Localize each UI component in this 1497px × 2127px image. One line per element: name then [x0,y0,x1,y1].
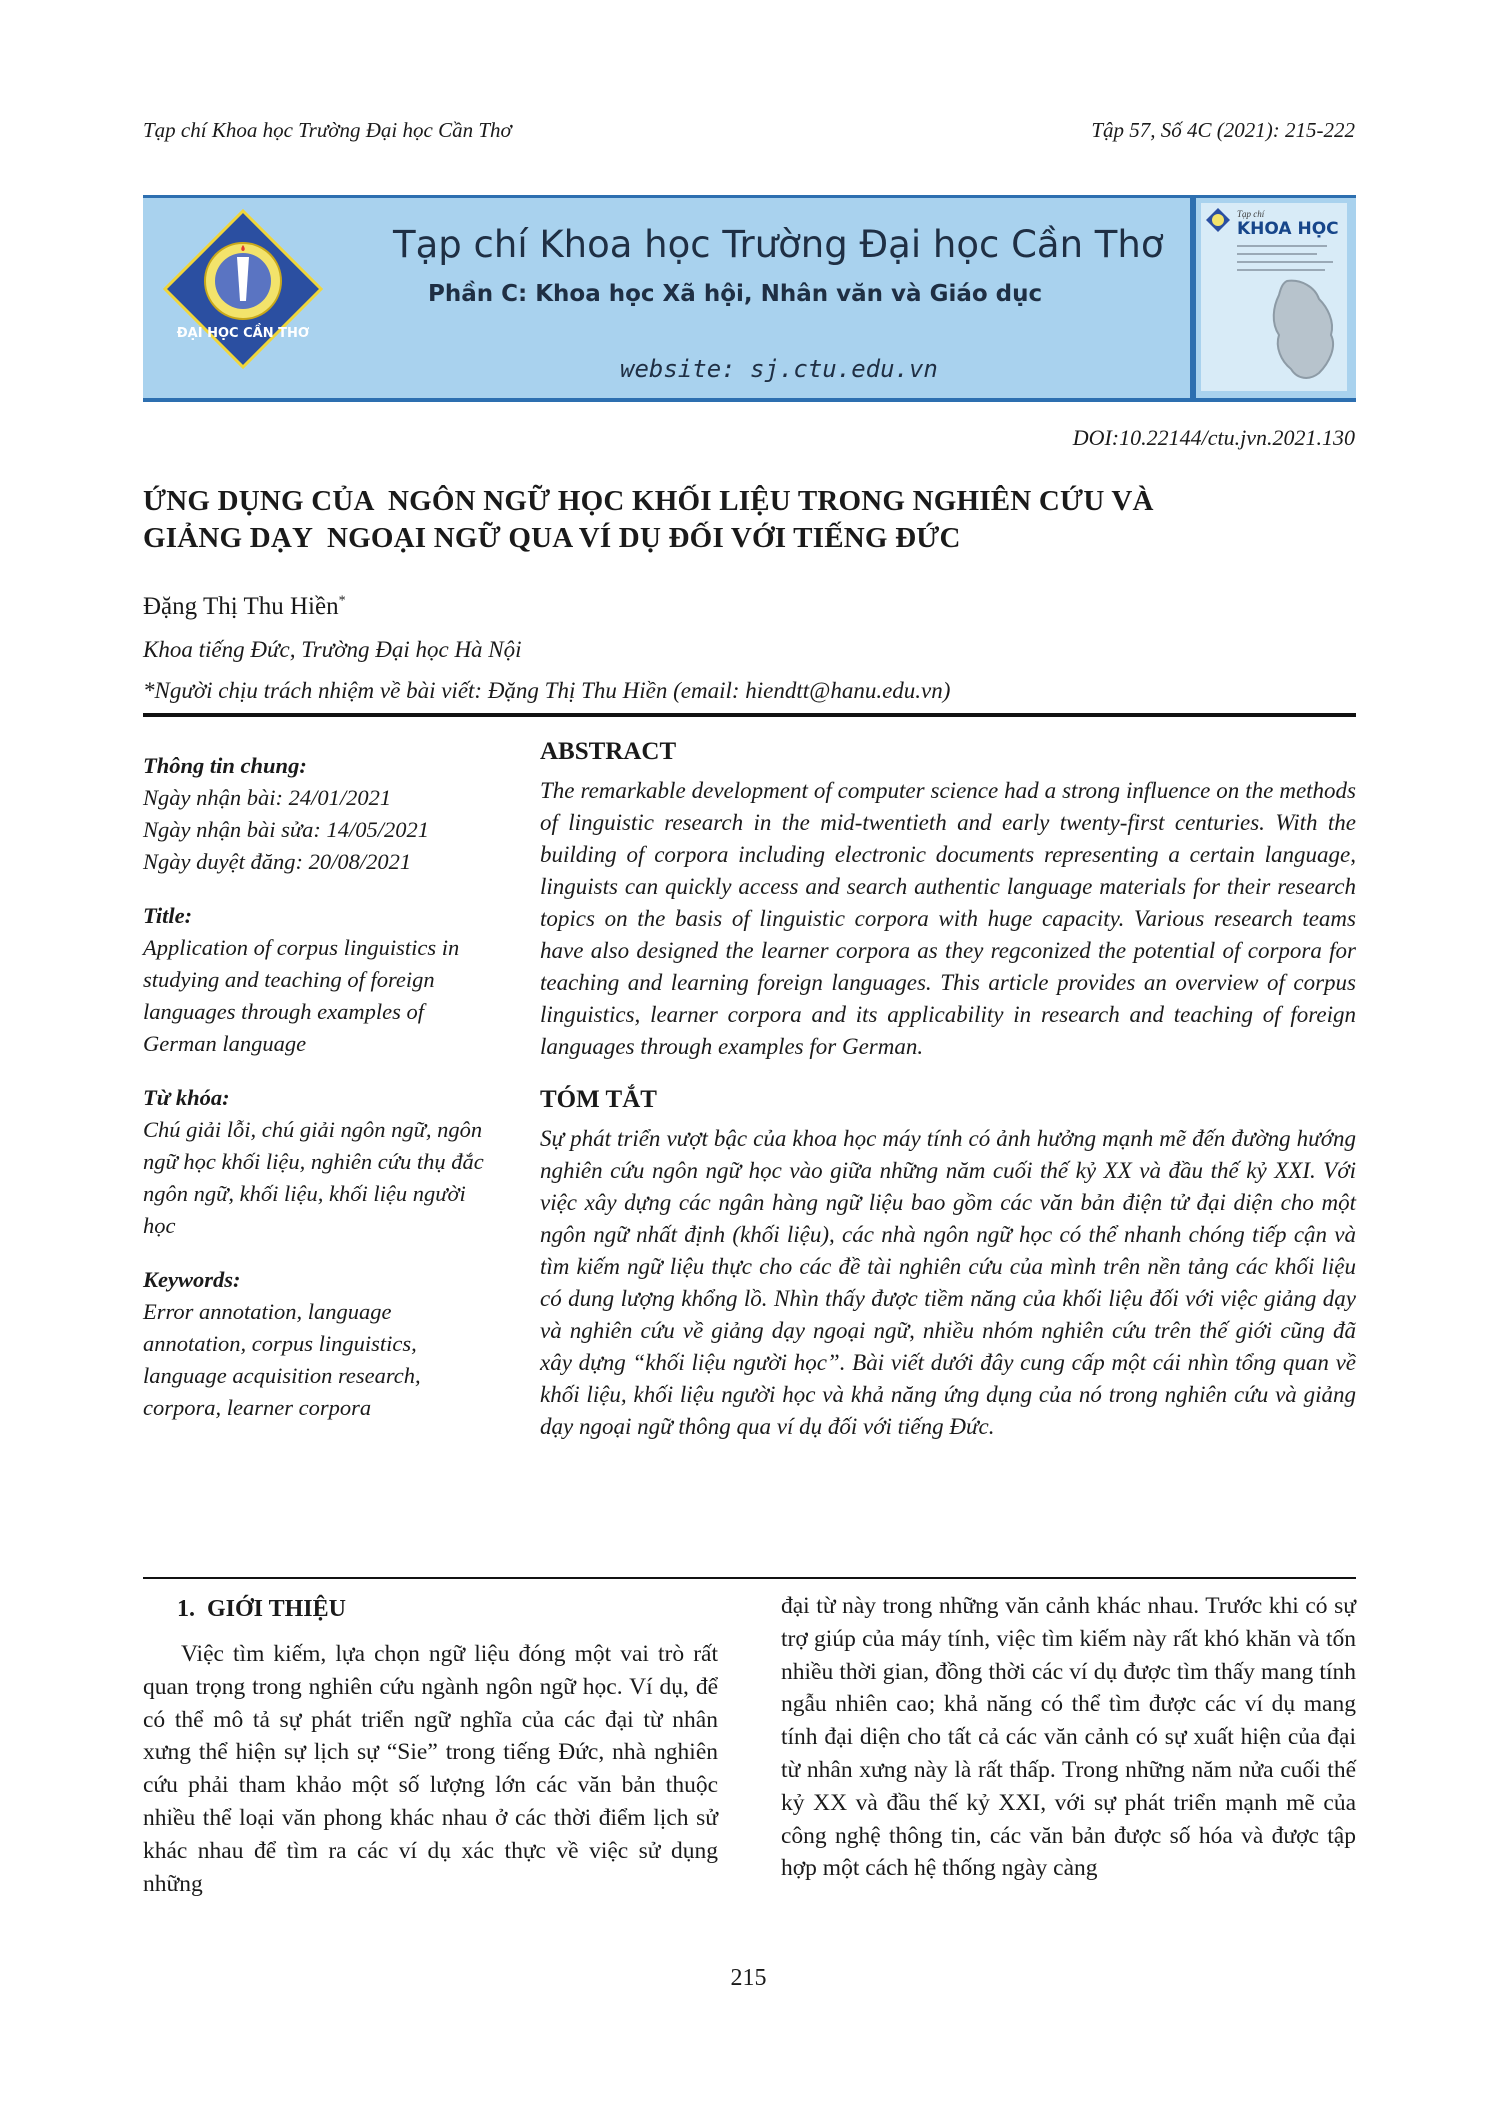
banner-top-line [143,195,1356,198]
accepted-date: Ngày duyệt đăng: 20/08/2021 [143,849,412,874]
tukhoa-head: Từ khóa: [143,1085,230,1110]
body-paragraph-continued: đại từ này trong những văn cảnh khác nhau. Trước khi có sự trợ giúp của máy tính, việc tìm kiếm này rất khó khăn và tốn nhiều thời gian, đồng thời các ví dụ được tìm thấy mang tính ngẫu nhiên cao; khả năng có thể tìm được các ví dụ mang tính đại diện cho tất cả các văn cảnh có sự xuất hiện của đại từ nhân xưng này là rất thấp. Trong những năm nửa cuối thế kỷ XX và đầu thế kỷ XXI, với sự phát triển mạnh mẽ của công nghệ thông tin, các văn bản được số hóa và được tập hợp một cách hệ thống ngày càng [781,1593,1356,1882]
article-title-line-2: GIẢNG DẠY NGOẠI NGỮ QUA VÍ DỤ ĐỐI VỚI TIẾNG ĐỨC [143,522,961,554]
keywords-list: Error annotation, language annotation, corpus linguistics, language acquisition research, corpora, learner corpora [143,1299,421,1420]
keywords-block [143,1264,493,1424]
banner-divider [1190,195,1196,398]
cover-line [1237,269,1325,271]
cover-line [1237,261,1333,263]
banner-subtitle: Phần C: Khoa học Xã hội, Nhân văn và Giáo dục [428,281,1043,307]
running-header-volume: Tập 57, Số 4C (2021): 215-222 [1091,118,1355,142]
doi: DOI:10.22144/ctu.jvn.2021.130 [1072,425,1355,450]
journal-cover-thumbnail [1201,203,1347,391]
cover-line [1237,245,1327,247]
abstract-column [540,733,1356,1443]
tukhoa-block [143,1082,493,1242]
tomtat-text: Sự phát triển vượt bậc của khoa học máy tính có ảnh hưởng mạnh mẽ đến đường hướng nghiên cứu ngôn ngữ học vào giữa những năm cuối thế kỷ XX và đầu thế kỷ XXI. Với việc xây dựng các ngân hàng ngữ liệu bao gồm các văn bản điện tử đại diện cho một ngôn ngữ nhất định (khối liệu), các nhà ngôn ngữ học có thể nhanh chóng tiếp cận và tìm kiếm ngữ liệu thực cho các đề tài nghiên cứu của mình trên nền tảng các khối liệu có dung lượng khổng lồ. Nhìn thấy được tiềm năng của khối liệu đối với việc giảng dạy và nghiên cứu về giảng dạy ngoại ngữ, nhiều nhóm nghiên cứu trên thế giới cũng đã xây dựng “khối liệu người học”. Bài viết dưới đây cung cấp một cái nhìn tổng quan về khối liệu, khối liệu người học và khả năng ứng dụng của nó trong nghiên cứu và giảng dạy ngoại ngữ thông qua ví dụ đối với tiếng Đức. [540,1126,1356,1439]
keywords-head: Keywords: [143,1267,241,1292]
article-info [143,750,493,1446]
cover-emblem-icon [1205,207,1231,233]
university-logo [163,209,323,369]
banner-website: website: sj.ctu.edu.vn [620,355,938,383]
cover-title: KHOA HỌC [1237,219,1339,239]
general-info [143,750,493,878]
cover-small-label: Tạp chí [1237,209,1265,219]
english-title-block [143,900,493,1060]
journal-banner [143,195,1356,402]
cover-line [1237,253,1317,255]
body-rule [143,1577,1356,1579]
english-title-head: Title: [143,903,193,928]
article-title-line-1: ỨNG DỤNG CỦA NGÔN NGỮ HỌC KHỐI LIỆU TRONG NGHIÊN CỨU VÀ [143,485,1154,517]
article-title [143,483,1363,557]
university-logo-icon [163,209,323,369]
corresponding-author: *Người chịu trách nhiệm về bài viết: Đặng Thị Thu Hiền (email: hiendtt@hanu.edu.vn) [143,678,951,703]
cover-map-icon [1257,277,1341,385]
tomtat-head: TÓM TẮT [540,1086,657,1113]
revised-date: Ngày nhận bài sửa: 14/05/2021 [143,817,430,842]
header-rule [143,713,1356,717]
body-paragraph: Việc tìm kiếm, lựa chọn ngữ liệu đóng một vai trò rất quan trọng trong nghiên cứu ngành ngôn ngữ học. Ví dụ, để có thể mô tả sự phát triển ngữ nghĩa của các đại từ nhân xưng thể hiện sự lịch sự “Sie” trong tiếng Đức, nhà nghiên cứu phải tham khảo một số lượng lớn các văn bản thuộc nhiều thể loại văn phong khác nhau ở các thời điểm lịch sử khác nhau để tìm ra các ví dụ xác thực về việc sử dụng những [143,1641,718,1897]
author-mark: * [338,593,346,609]
affiliation: Khoa tiếng Đức, Trường Đại học Hà Nội [143,637,522,662]
english-title: Application of corpus linguistics in studying and teaching of foreign languages through examples of German language [143,935,460,1056]
running-header-journal: Tạp chí Khoa học Trường Đại học Cần Thơ [143,118,512,142]
body-column-right [781,1590,1356,1885]
received-date: Ngày nhận bài: 24/01/2021 [143,785,392,810]
general-info-head: Thông tin chung: [143,753,307,778]
page-number: 215 [730,1965,767,1991]
tukhoa-list: Chú giải lỗi, chú giải ngôn ngữ, ngôn ngữ học khối liệu, nghiên cứu thụ đắc ngôn ngữ, khối liệu, khối liệu người học [143,1117,484,1238]
abstract-head: ABSTRACT [540,738,677,765]
abstract-text: The remarkable development of computer science had a strong influence on the methods of linguistic research in the mid-twentieth and early twenty-first centuries. With the building of corpora including electronic documents representing a certain language, linguists can quickly access and search authentic language materials for their research topics on the basis of linguistic corpora with huge capacity. Various research teams have also designed the learner corpora as they regconized the potential of corpora for teaching and learning foreign languages. This article provides an overview of corpus linguistics, learner corpora and its applicability in research and teaching of foreign languages through examples for German. [540,778,1356,1059]
author-name: Đặng Thị Thu Hiền [143,593,339,620]
body-column-left [143,1590,718,1900]
logo-text: ĐẠI HỌC CẦN THƠ [176,326,310,341]
author [143,593,346,621]
banner-title: Tạp chí Khoa học Trường Đại học Cần Thơ [393,223,1164,266]
section-heading-intro: 1. GIỚI THIỆU [177,1596,346,1622]
